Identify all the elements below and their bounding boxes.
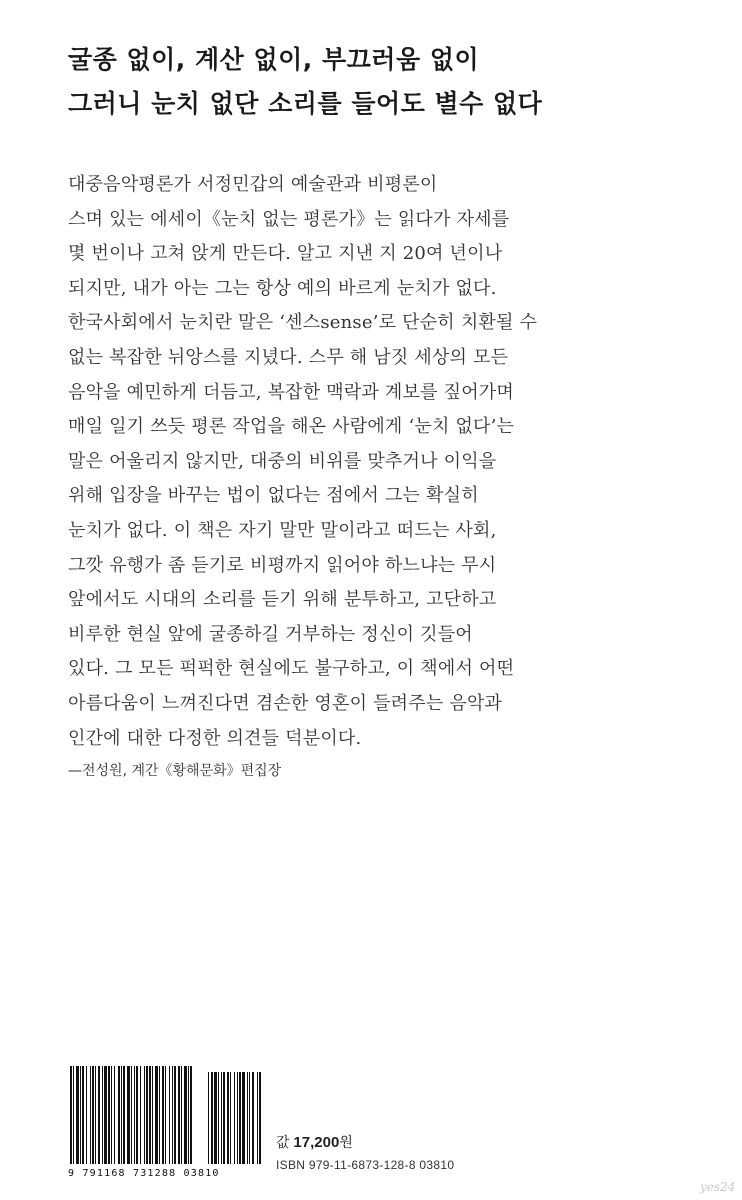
blurb-line: 말은 어울리지 않지만, 대중의 비위를 맞추거나 이익을	[68, 450, 497, 472]
blurb-line: 매일 일기 쓰듯 평론 작업을 해온 사람에게 ‘눈치 없다’는	[68, 416, 515, 438]
attribution: —전성원, 계간《황해문화》편집장	[68, 763, 282, 779]
isbn-number: ISBN 979-11-6873-128-8 03810	[276, 1158, 455, 1172]
price-amount: 17,200	[293, 1134, 340, 1151]
blurb-line: 한국사회에서 눈치란 말은 ‘센스sense’로 단순히 치환될 수	[68, 312, 538, 334]
barcode-bars	[68, 1066, 264, 1166]
blurb-line: 위해 입장을 바꾸는 법이 없다는 점에서 그는 확실히	[68, 485, 479, 507]
isbn-barcode	[68, 1066, 264, 1184]
blurb-line: 눈치가 없다. 이 책은 자기 말만 말이라고 떠드는 사회,	[68, 519, 497, 541]
price-label: 값	[276, 1134, 290, 1150]
blurb-line: 몇 번이나 고쳐 앉게 만든다. 알고 지낸 지 20여 년이나	[68, 243, 503, 265]
headline-line-2: 그러니 눈치 없단 소리를 들어도 별수 없다	[68, 89, 543, 118]
blurb-line: 앞에서도 시대의 소리를 듣기 위해 분투하고, 고단하고	[68, 589, 497, 611]
blurb-line: 되지만, 내가 아는 그는 항상 예의 바르게 눈치가 없다.	[68, 277, 497, 299]
blurb-line: 그깟 유행가 좀 듣기로 비평까지 읽어야 하느냐는 무시	[68, 554, 497, 576]
price	[276, 1132, 353, 1152]
blurb-line: 음악을 예민하게 더듬고, 복잡한 맥락과 계보를 짚어가며	[68, 381, 514, 403]
blurb-line: 아름다움이 느껴진다면 겸손한 영혼이 들려주는 음악과	[68, 692, 503, 714]
blurb-body	[68, 168, 537, 756]
blurb-line: 비루한 현실 앞에 굴종하길 거부하는 정신이 깃들어	[68, 623, 473, 645]
blurb-line: 스며 있는 에세이《눈치 없는 평론가》는 읽다가 자세를	[68, 208, 510, 230]
blurb-line: 없는 복잡한 뉘앙스를 지녔다. 스무 해 남짓 세상의 모든	[68, 346, 509, 368]
headline	[68, 38, 542, 126]
watermark-logo: yes24	[700, 1180, 736, 1194]
headline-line-1: 굴종 없이, 계산 없이, 부끄러움 없이	[68, 45, 480, 74]
blurb-line: 대중음악평론가 서정민갑의 예술관과 비평론이	[68, 174, 438, 195]
blurb-line: 있다. 그 모든 퍽퍽한 현실에도 불구하고, 이 책에서 어떤	[68, 658, 515, 680]
blurb-line: 인간에 대한 다정한 의견들 덕분이다.	[68, 727, 362, 749]
barcode-digits: 9 791168 731288 03810	[68, 1168, 220, 1179]
price-unit: 원	[339, 1134, 353, 1150]
